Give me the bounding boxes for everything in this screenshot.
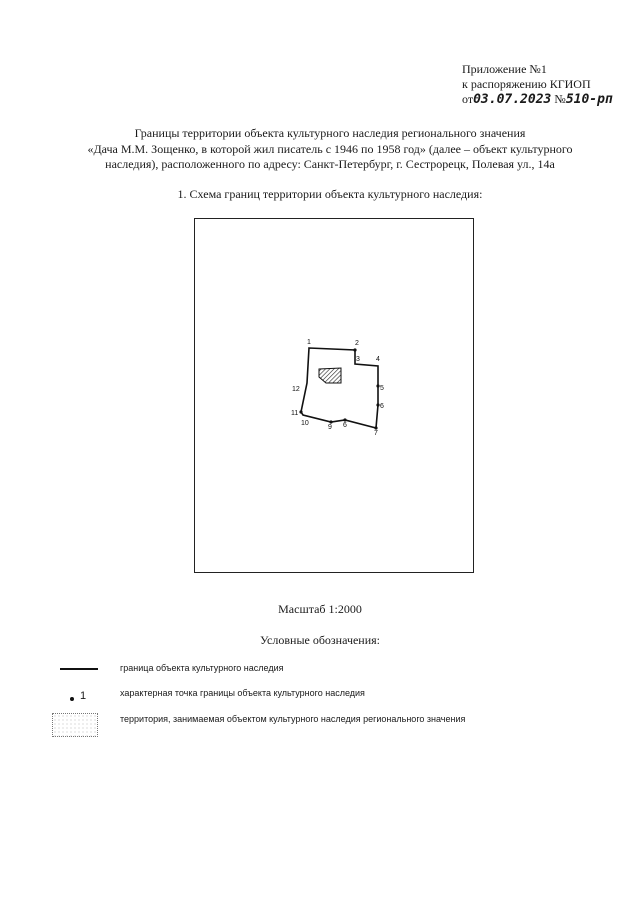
point-label: 6 bbox=[343, 422, 347, 429]
appendix-date-prefix: от bbox=[462, 92, 474, 106]
point-label: 7 bbox=[374, 430, 378, 437]
legend-point-symbol bbox=[70, 697, 74, 701]
appendix-date-line bbox=[462, 92, 613, 107]
legend-point-text: характерная точка границы объекта культурного наследия bbox=[120, 688, 365, 698]
heritage-building bbox=[319, 368, 341, 383]
point-label: 6 bbox=[380, 403, 384, 410]
boundary-point bbox=[299, 410, 302, 413]
appendix-order: к распоряжению КГИОП bbox=[462, 77, 591, 91]
point-label: 9 bbox=[328, 424, 332, 431]
legend-line-text: граница объекта культурного наследия bbox=[120, 663, 284, 673]
appendix-date: 03.07.2023 bbox=[473, 92, 552, 107]
legend-line-symbol bbox=[60, 668, 98, 670]
legend-title: Условные обозначения: bbox=[259, 633, 381, 647]
map-drawing bbox=[195, 219, 475, 574]
legend-point-label: 1 bbox=[80, 690, 87, 702]
appendix-number-sign: № bbox=[554, 92, 566, 106]
point-label: 2 bbox=[355, 340, 359, 347]
point-label: 11 bbox=[291, 410, 299, 417]
boundary-point bbox=[353, 348, 356, 351]
point-label: 5 bbox=[380, 385, 384, 392]
point-label: 4 bbox=[376, 356, 380, 363]
title-line-3: наследия), расположенного по адресу: Санкт-Петербург, г. Сестрорецк, Полевая ул., 14а bbox=[105, 157, 555, 171]
boundary-map bbox=[194, 218, 474, 573]
heritage-boundary bbox=[301, 348, 378, 428]
section-heading: 1. Схема границ территории объекта культурного наследия: bbox=[177, 187, 483, 201]
point-label: 1 bbox=[307, 339, 311, 346]
map-scale: Масштаб 1:2000 bbox=[278, 602, 362, 616]
appendix-block bbox=[462, 62, 613, 107]
legend-area-symbol bbox=[52, 713, 98, 737]
title-line-1: Границы территории объекта культурного наследия регионального значения bbox=[134, 126, 526, 140]
appendix-number: 510-рп bbox=[565, 92, 613, 107]
legend-area-text: территория, занимаемая объектом культурного наследия регионального значения bbox=[120, 714, 466, 724]
point-label: 10 bbox=[301, 420, 309, 427]
point-label: 12 bbox=[292, 386, 300, 393]
document-title bbox=[40, 126, 620, 173]
title-line-2: «Дача М.М. Зощенко, в которой жил писатель с 1946 по 1958 год» (далее – объект культурного bbox=[87, 141, 573, 156]
point-label: 3 bbox=[356, 356, 360, 363]
appendix-title: Приложение №1 bbox=[462, 62, 547, 76]
